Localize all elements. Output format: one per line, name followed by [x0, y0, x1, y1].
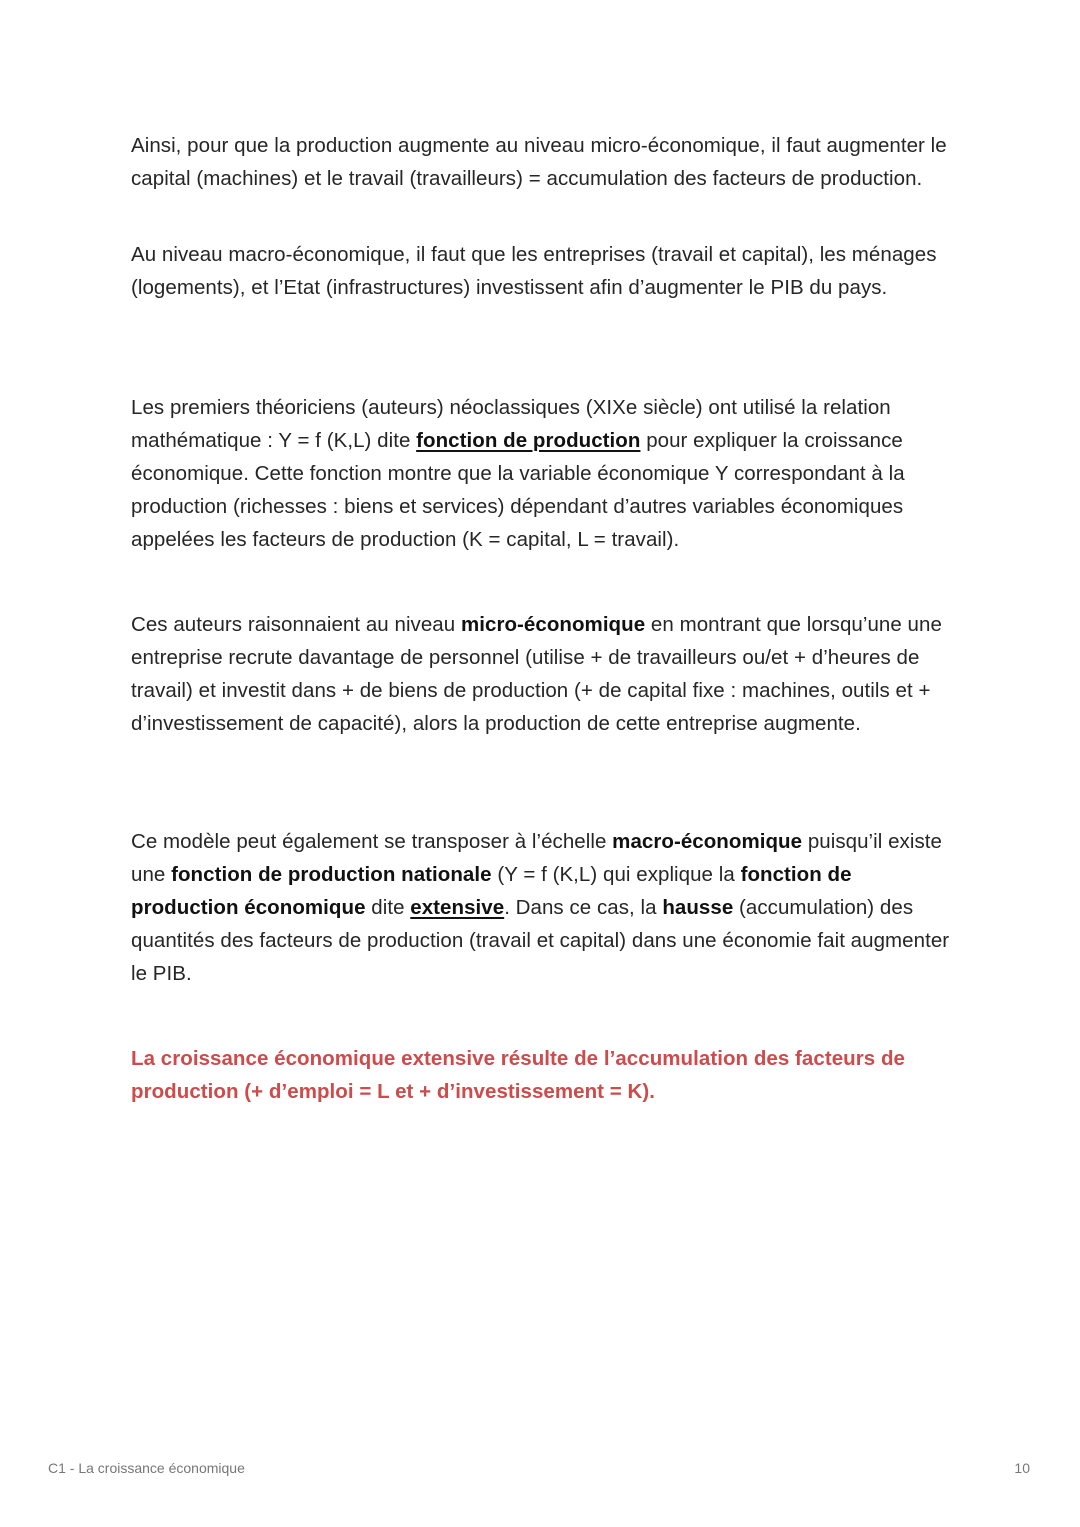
keyword-macro-economique: macro-économique — [612, 830, 803, 853]
paragraph-text: Au niveau macro-économique, il faut que les entreprises (travail et capital), les ménages (logements), et l’Etat (infrastructures) investissent afin d’augmenter le PIB du pays. — [131, 243, 937, 299]
footer-page-number: 10 — [1014, 1460, 1030, 1476]
text-segment: Ces auteurs raisonnaient au niveau — [131, 613, 461, 636]
paragraph-production-macro — [131, 238, 961, 304]
text-segment: pour expliquer la croissance économique. Cette fonction montre que la variable économique Y correspondant à la production (richesses : biens et services) dépendant d’autres variables économiques appelées les facteurs de production (K = capital, L = travail). — [131, 429, 905, 551]
keyword-extensive: extensive — [410, 896, 505, 919]
paragraph-production-micro — [131, 129, 961, 195]
keyword-micro-economique: micro-économique — [460, 613, 646, 636]
text-segment: puisqu’il existe une — [131, 830, 942, 886]
text-segment: Ce modèle peut également se transposer à l’échelle — [131, 830, 613, 853]
text-segment: (accumulation) des quantités des facteurs de production (travail et capital) dans une économie fait augmenter le PIB. — [131, 896, 950, 985]
text-segment: en montrant que lorsqu’une une entreprise recrute davantage de personnel (utilise + de travailleurs ou/et + d’heures de travail) et investit dans + de biens de production (+ de capital fixe : machines, outils et + d’investissement de capacité), alors la production de cette entreprise augmente. — [131, 613, 942, 735]
paragraph-neoclassical-theory — [131, 391, 961, 556]
text-segment: dite — [365, 896, 411, 919]
paragraph-macro-model — [131, 825, 961, 990]
keyword-fonction-de-production: fonction de production — [416, 429, 641, 452]
text-segment: Les premiers théoriciens (auteurs) néoclassiques (XIXe siècle) ont utilisé la relation mathématique : Y = f (K,L) dite — [131, 396, 891, 452]
keyword-fonction-production-economique: fonction de production économique — [131, 863, 852, 919]
keyword-fonction-production-nationale: fonction de production nationale — [171, 863, 492, 886]
conclusion-highlight — [131, 1042, 961, 1108]
paragraph-text: Ainsi, pour que la production augmente au niveau micro-économique, il faut augmenter le capital (machines) et le travail (travailleurs) = accumulation des facteurs de production. — [131, 134, 947, 190]
keyword-hausse: hausse — [662, 896, 734, 919]
paragraph-micro-reasoning — [131, 608, 961, 740]
text-segment: . Dans ce cas, la — [504, 896, 663, 919]
footer-chapter-title: C1 - La croissance économique — [48, 1460, 245, 1476]
conclusion-text: La croissance économique extensive résulte de l’accumulation des facteurs de production (+ d’emploi = L et + d’investissement = K). — [131, 1047, 905, 1103]
text-segment: (Y = f (K,L) qui explique la — [491, 863, 741, 886]
